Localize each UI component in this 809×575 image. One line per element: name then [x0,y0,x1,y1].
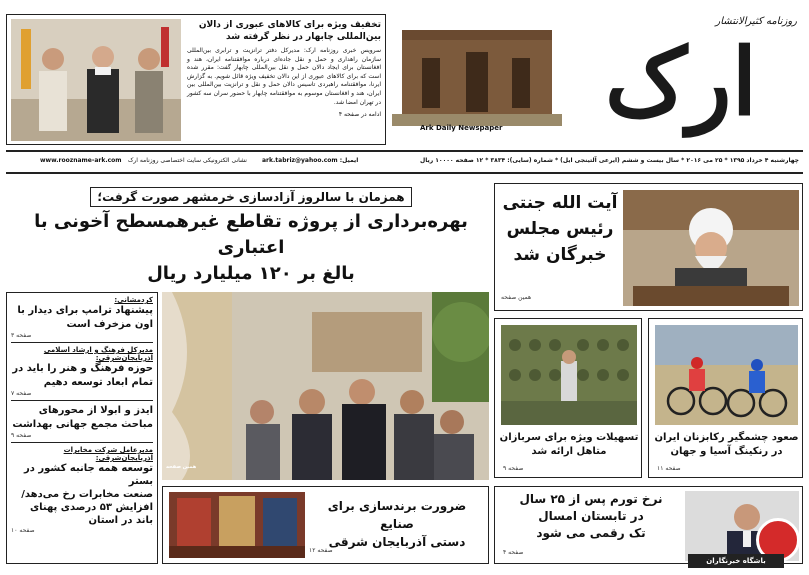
top-story-title-line2: بین‌المللی چابهار در نظر گرفته شد [226,32,381,42]
jannati-line1: آیت الله جنتی [502,193,618,213]
top-story-photo [11,19,181,141]
cycling-box [648,318,803,478]
cycling-title-line1: صعود چشمگیر رکابزنان ایران [654,432,799,443]
soldiers-image [501,325,637,425]
top-story-continued: ادامه در صفحه ۴ [338,111,381,119]
soldiers-box [494,318,642,478]
left-item4-title-line3: افزایش ۵۳ درصدی پهنای [29,502,153,513]
cycling-photo [655,325,798,425]
top-story-title-line1: تخفیف ویژه برای کالاهای عبوری از دالان [198,20,381,30]
inflation-page: صفحه ۴ [503,549,524,556]
cyclists-image [655,325,798,425]
handicraft-page: صفحه ۱۲ [309,547,333,554]
handicraft-image [169,492,305,558]
website: www.roozname-ark.com [40,157,122,164]
top-story-body: سرویس خبری روزنامه ارک: مدیرکل دفتر ترانزیت و ترابری بین‌المللی سازمان راهداری و حمل و نقل جاده‌ای درباره موافقتنامه ایران، هند و افغانستان برای ایجاد دالان حمل و نقل بین‌المللی چابهار گفت: مقرر شده است که برای کالاهای عبوری از این دالان تخفیف ویژه قائل شویم. به گزارش ایرنا، موافقتنامه راهبردی تاسیس دالان حمل و نقل و ترانزیت بین‌المللی بین ایران، هند و افغانستان موسوم به موافقتنامه چابهار با حضور سران سه کشور در تهران امضا شد. [187,47,381,106]
main-headline [14,186,488,287]
headline-line2: بالغ بر ۱۲۰ میلیارد ریال [147,263,355,284]
left-column [6,292,158,564]
left-item2-title: حوزه فرهنگ و هنر را باید در تمام ابعاد توسعه دهیم [12,363,153,388]
left-item4-title-line4: باند در استان [88,515,153,526]
left-item2-label: مدیرکل فرهنگ و ارشاد اسلامی آذربایجان‌شرقی: [43,346,153,362]
headline-line1: بهره‌برداری از پروژه تقاطع غیرهمسطح آخونی با اعتباری [34,211,468,258]
left-item2 [11,346,153,397]
english-name: Ark Daily Newspaper [420,124,503,132]
handicraft-box [162,486,489,564]
email-note: نشانی الکترونیکی سایت اختصاصی روزنامه ارک [128,157,247,164]
soldiers-title-line1: تسهیلات ویژه برای سربازان [499,432,639,443]
email: ark.tabriz@yahoo.com :ایمیل [262,157,359,164]
issue-info: چهارشنبه ۴ خرداد ۱۳۹۵ * ۲۵ می ۲۰۱۶ * سال بیست و ششم (ایرعی آلتینجی ایل) * شماره (سایی): ۳۸۳۴ * ۱۲ صفحه ۱۰۰۰۰ ریال [420,157,799,164]
cycling-page: صفحه ۱۱ [657,465,681,472]
info-bar [6,150,803,174]
jannati-line2: رئیس مجلس [506,219,614,239]
left-item4-page: صفحه ۱۰ [11,527,35,534]
left-item1-page: صفحه ۳ [11,332,32,339]
left-item4-label: مدیرعامل شرکت مخابرات آذربایجان‌شرقی: [63,446,153,462]
left-item4-title-line2: صنعت مخابرات رخ می‌دهد/ [21,489,153,500]
left-item3 [11,404,153,439]
jannati-photo [623,190,799,306]
cycling-title-line2: در رنکینگ آسیا و جهان [670,446,783,457]
inflation-title-line2: در تابستان امسال [538,509,644,523]
arg-castle-image [392,18,562,126]
headline-photo [162,292,489,480]
headline-photo-caption: همین صفحه [166,464,197,470]
soldiers-photo [501,325,637,425]
jannati-box [494,183,803,311]
left-item4-title-line1: توسعه همه جانبه کشور در بستر [24,463,153,487]
cleric-image [623,190,799,306]
left-item1-label: کردمشانی: [114,296,153,304]
headline-kicker: همزمان با سالروز آزادسازی خرمشهر صورت گرفت؛ [90,187,411,207]
inflation-title-line3: تک رقمی می شود [536,526,646,540]
handicraft-photo [169,492,305,558]
handicraft-title-line1: ضرورت برندسازی برای صنایع [327,499,467,531]
top-story-box [6,14,386,145]
jannati-page: همین صفحه [501,294,532,301]
masthead [392,14,802,145]
left-item4 [11,446,153,534]
handicraft-title-line2: دستی آذربایجان شرقی [328,535,466,549]
watermark [688,518,804,570]
officials-handshake-image [11,19,181,141]
tagline: روزنامه کثیرالانتشار [715,16,797,27]
left-item1 [11,296,153,339]
ceremony-image [162,292,489,480]
left-item2-page: صفحه ۷ [11,390,32,397]
soldiers-title-line2: متاهل ارائه شد [531,446,607,457]
inflation-title-line1: نرخ تورم پس از ۲۵ سال [519,492,663,506]
left-item1-title: پیشنهاد ترامپ برای دیدار با اون مزخرف است [17,305,153,330]
watermark-text: باشگاه خبرنگاران [688,554,784,568]
soldiers-page: صفحه ۹ [503,465,524,472]
logo: ارک [604,28,758,136]
jannati-line3: خبرگان شد [513,245,607,265]
left-item3-title: ایدز و ابولا از محورهای مباحث مجمع جهانی بهداشت [12,405,153,430]
left-item3-page: صفحه ۹ [11,432,32,439]
